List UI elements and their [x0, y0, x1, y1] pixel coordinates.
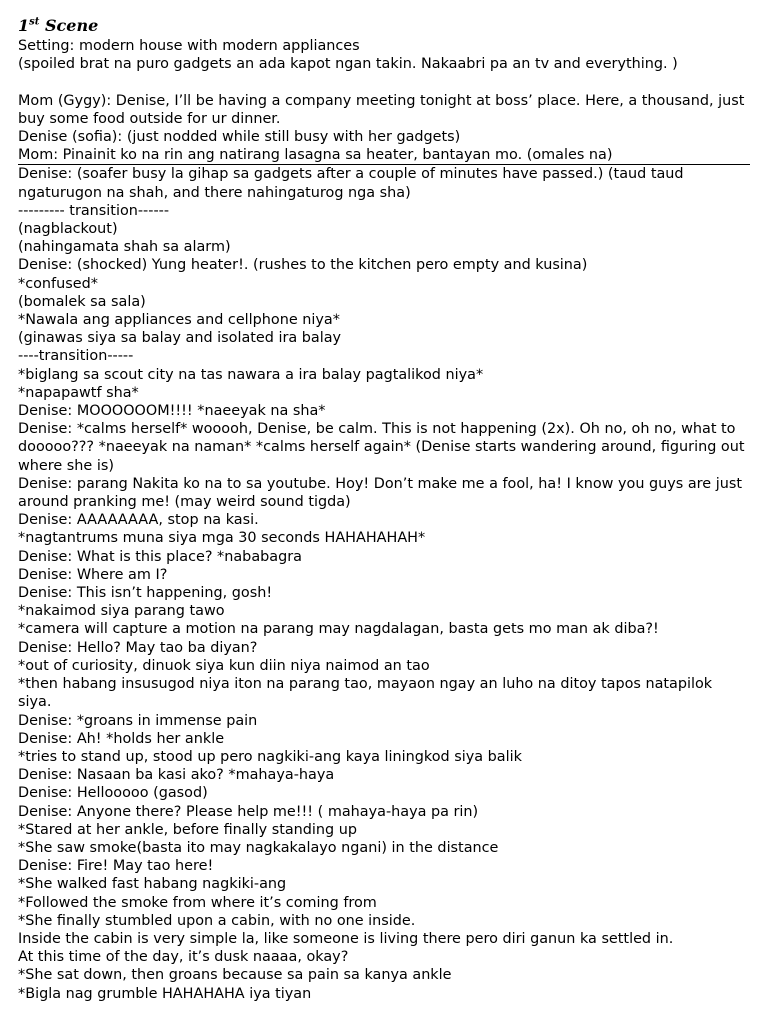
script-line: Setting: modern house with modern appliances [18, 38, 360, 54]
script-line: *Followed the smoke from where it’s coming from [18, 894, 377, 911]
script-line: *She saw smoke(basta ito may nagkakalayo ngani) in the distance [18, 839, 499, 856]
script-line: Denise: Nasaan ba kasi ako? *mahaya-haya [18, 767, 335, 784]
script-line: Denise: Anyone there? Please help me!!! ( mahaya-haya pa rin) [18, 803, 479, 820]
script-line: *tries to stand up, stood up pero nagkiki-ang kaya liningkod siya balik [18, 748, 522, 765]
script-line: (bomalek sa sala) [18, 293, 146, 310]
script-line: Denise: (shocked) Yung heater!. (rushes to the kitchen pero empty and kusina) [18, 257, 588, 274]
blank-line [18, 73, 750, 91]
script-line: *Stared at her ankle, before finally standing up [18, 821, 358, 838]
script-line: Mom: Pinainit ko na rin ang natirang lasagna sa heater, bantayan mo. (omales na) [18, 147, 613, 164]
script-line: *biglang sa scout city na tas nawara a ira balay pagtalikod niya* [18, 366, 484, 383]
script-line: *Bigla nag grumble HAHAHAHA iya tiyan [18, 985, 312, 1002]
script-line: Denise: parang Nakita ko na to sa youtube. Hoy! Don’t make me a fool, ha! I know you guys are just around pranking me! (may weird sound tigda) [18, 475, 742, 511]
script-line: Denise: What is this place? *nababagra [18, 548, 302, 565]
script-line: *Nawala ang appliances and cellphone niya* [18, 312, 340, 329]
script-line: Denise: Hello? May tao ba diyan? [18, 639, 258, 656]
script-line: Denise (sofia): (just nodded while still busy with her gadgets) [18, 129, 461, 145]
script-line: (ginawas siya sa balay and isolated ira balay [18, 330, 342, 347]
script-line: Denise: AAAAAAAA, stop na kasi. [18, 512, 259, 529]
script-line: ----transition----- [18, 348, 134, 365]
script-line: Denise: Where am I? [18, 566, 168, 583]
script-line: *She finally stumbled upon a cabin, with no one inside. [18, 912, 416, 929]
script-line: *out of curiosity, dinuok siya kun diin niya naimod an tao [18, 657, 430, 674]
script-line: Denise: This isn’t happening, gosh! [18, 585, 273, 602]
script-line: At this time of the day, it’s dusk naaaa, okay? [18, 949, 349, 966]
scene-number: 1 [18, 16, 30, 35]
script-line: *napapawtf sha* [18, 384, 139, 401]
script-line: Mom (Gygy): Denise, I’ll be having a company meeting tonight at boss’ place. Here, a thousand, just buy some food outside for ur dinner. [18, 92, 745, 127]
script-line: Denise: (soafer busy la gihap sa gadgets after a couple of minutes have passed.) (taud taud ngaturugon na shah, and there nahingaturog nga sha) [18, 166, 684, 201]
script-line: Inside the cabin is very simple la, like someone is living there pero diri ganun ka settled in. [18, 930, 674, 947]
scene-heading [18, 15, 750, 37]
script-line: Denise: MOOOOOOM!!!! *naeeyak na sha* [18, 403, 326, 420]
script-line: (nahingamata shah sa alarm) [18, 239, 231, 256]
script-line: *She sat down, then groans because sa pain sa kanya ankle [18, 967, 452, 984]
script-line: Denise: *calms herself* wooooh, Denise, be calm. This is not happening (2x). Oh no, oh no, what to dooooo??? *naeeyak na naman* *calms herself again* (Denise starts wandering around, figuring out where she is) [18, 421, 745, 474]
script-line: Denise: *groans in immense pain [18, 712, 258, 729]
script-body-top [18, 37, 750, 164]
script-line: Denise: Hellooooo (gasod) [18, 785, 208, 802]
script-line: *nakaimod siya parang tawo [18, 603, 225, 620]
script-line: Denise: Ah! *holds her ankle [18, 730, 225, 747]
script-line: *nagtantrums muna siya mga 30 seconds HAHAHAHAH* [18, 530, 426, 547]
scene-number-suffix: st [29, 16, 40, 28]
script-line: --------- transition------ [18, 202, 170, 219]
script-line: *She walked fast habang nagkiki-ang [18, 876, 287, 893]
script-line: (spoiled brat na puro gadgets an ada kapot ngan takin. Nakaabri pa an tv and everything. ) [18, 56, 678, 73]
script-line: Denise: Fire! May tao here! [18, 858, 214, 875]
script-line: (nagblackout) [18, 221, 118, 238]
scene-label: Scene [44, 16, 99, 35]
script-body-bottom [18, 165, 750, 1002]
script-line: *confused* [18, 275, 98, 292]
script-line: *then habang insusugod niya iton na parang tao, mayaon ngay an luho na ditoy tapos natapilok siya. [18, 676, 713, 711]
script-line: *camera will capture a motion na parang may nagdalagan, basta gets mo man ak diba?! [18, 621, 659, 638]
